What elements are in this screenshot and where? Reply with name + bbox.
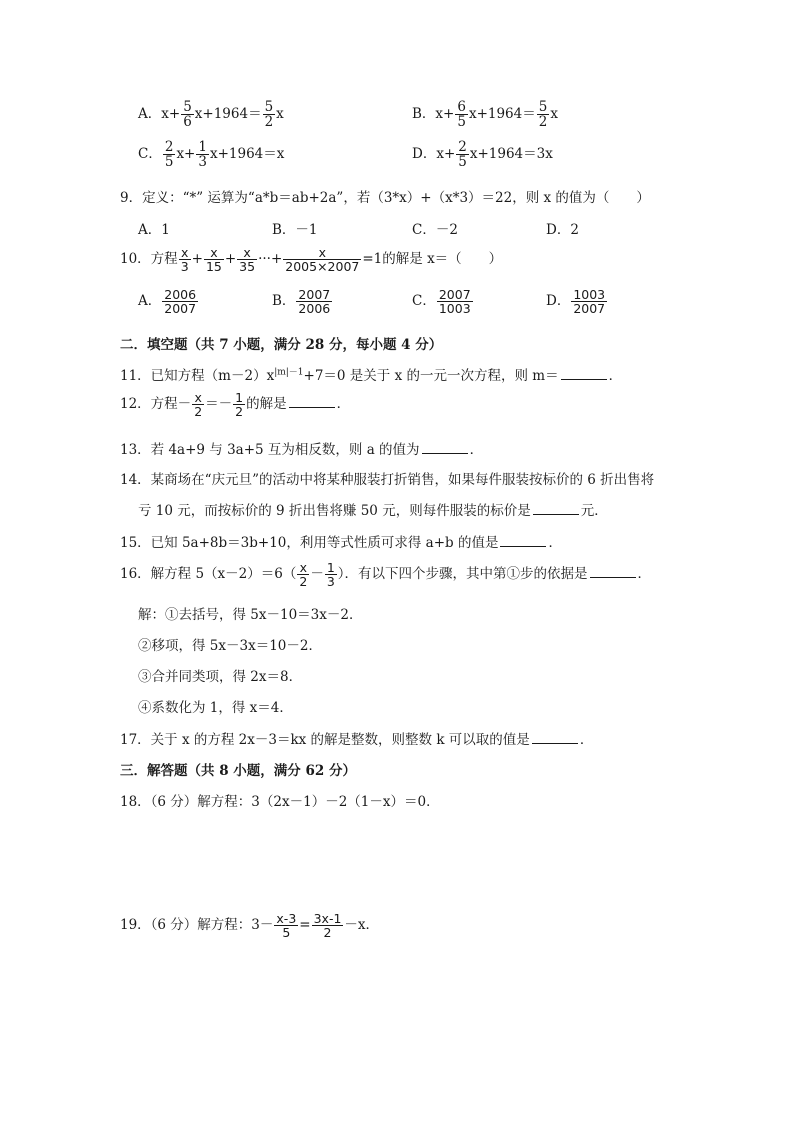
q16-step-2: ②移项，得 5x－3x＝10－2． bbox=[138, 638, 322, 654]
q9-option-d: D．2 bbox=[546, 222, 579, 238]
question-15: 15．已知 5a+8b＝3b+10，利用等式性质可求得 a+b 的值是 ． bbox=[120, 535, 562, 551]
q10-option-b: B． $\frac{2007}{2006}$ bbox=[272, 287, 331, 317]
question-16: 16．解方程 5（x－2）＝6（ $\frac{x}{2}$ － $\frac{1}{3}$ ）．有以下四个步骤，其中第①步的依据是 ． bbox=[120, 560, 652, 590]
q8-option-d: D．x+ $\frac{2}{5}$ x+1964＝3x bbox=[412, 139, 553, 171]
q9-option-a: A．1 bbox=[138, 222, 170, 238]
question-14-line1: 14．某商场在“庆元旦”的活动中将某种服装打折销售，如果每件服装按标价的 6 折出售将 bbox=[120, 472, 655, 488]
q10-option-a: A． $\frac{2006}{2007}$ bbox=[138, 287, 197, 317]
q9-option-b: B．－1 bbox=[272, 222, 318, 238]
question-12: 12．方程－ $\frac{x}{2}$ ＝－ $\frac{1}{2}$ 的解是 ． bbox=[120, 390, 351, 420]
answer-blank bbox=[289, 395, 335, 408]
answer-blank bbox=[590, 565, 636, 578]
question-11: 11．已知方程$(m-2)x^{|m|-1}+7=0$ 是关于 x 的一元一次方程，则 m＝ ． bbox=[120, 367, 623, 384]
answer-blank bbox=[532, 731, 578, 744]
q8-option-c: C． $\frac{2}{5}$ x+ $\frac{1}{3}$ x+1964＝x bbox=[138, 139, 285, 171]
question-13: 13．若 4a+9 与 3a+5 互为相反数，则 a 的值为 ． bbox=[120, 442, 484, 458]
q16-step-3: ③合并同类项，得 2x＝8． bbox=[138, 669, 303, 685]
q8-option-b: B．x+ $\frac{6}{5}$ x+1964＝ $\frac{5}{2}$ x bbox=[412, 99, 558, 131]
q8-option-a: A．x+ $\frac{5}{6}$ x+1964＝ $\frac{5}{2}$ x bbox=[138, 99, 284, 131]
q9-option-c: C．－2 bbox=[412, 222, 458, 238]
answer-blank bbox=[500, 534, 546, 547]
answer-blank bbox=[561, 367, 607, 380]
answer-blank bbox=[533, 502, 579, 515]
question-14-line2: 亏 10 元，而按标价的 9 折出售将赚 50 元，则每件服装的标价是 元． bbox=[138, 503, 608, 519]
section-title-fill-in: 二．填空题（共 7 小题，满分 28 分，每小题 4 分） bbox=[120, 337, 443, 353]
q10-stem: 10．方程 $\frac{x}{3}$ + $\frac{x}{15}$ + $\frac{x}{35}$ ···+ $\frac{x}{2005\times 2007}$ =1的解是 x＝（ ） bbox=[120, 245, 503, 275]
q10-option-d: D． $\frac{1003}{2007}$ bbox=[546, 287, 606, 317]
question-17: 17．关于 x 的方程 2x－3＝kx 的解是整数，则整数 k 可以取的值是 ． bbox=[120, 732, 594, 748]
q16-step-4: ④系数化为 1，得 x＝4． bbox=[138, 700, 293, 716]
question-19: 19．（6 分）解方程：3－ $\frac{x-3}{5}$ = $\frac{3x-1}{2}$ －x． bbox=[120, 911, 380, 941]
section-title-solve: 三．解答题（共 8 小题，满分 62 分） bbox=[120, 763, 356, 779]
q16-step-1: 解：①去括号，得 5x－10＝3x－2． bbox=[138, 607, 363, 623]
q10-option-c: C． $\frac{2007}{1003}$ bbox=[412, 287, 471, 317]
question-18: 18．（6 分）解方程：3（2x－1）－2（1－x）＝0． bbox=[120, 794, 440, 810]
q9-stem: 9．定义：“*” 运算为“a*b＝ab+2a”，若（3*x）+（x*3）＝22，则 x 的值为（ ） bbox=[120, 190, 650, 206]
answer-blank bbox=[422, 441, 468, 454]
